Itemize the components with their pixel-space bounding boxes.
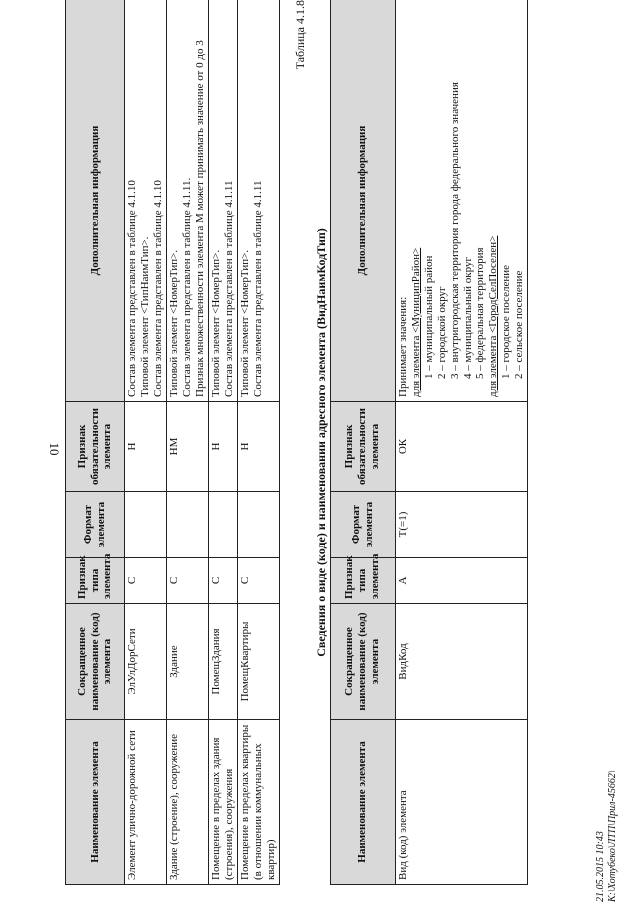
info-line: Типовой элемент <НомерТип>. [209, 249, 222, 397]
info-value: 1 – муниципальный район [422, 255, 435, 379]
cell-info [237, 0, 279, 402]
cell-format [125, 492, 167, 558]
cell-info [125, 0, 167, 402]
table-header-row [66, 0, 125, 885]
info-line: Состав элемента представлен в таблице 4.1.11 [251, 180, 264, 397]
table-address-elements [65, 0, 280, 885]
info-line: Типовой элемент <НомерТип>. [167, 249, 180, 397]
info-value: 4 – муниципальный округ [461, 256, 474, 379]
header-name: Наименование элемента [66, 720, 125, 885]
info-line: Состав элемента представлен в таблице 4.1.11 [222, 180, 235, 397]
cell-code: ПомещЗдания [208, 604, 237, 720]
cell-required: Н [237, 402, 279, 492]
header-info: Дополнительная информация [330, 0, 395, 402]
cell-type: А [395, 558, 528, 604]
table-row [208, 0, 237, 885]
cell-format: T(=1) [395, 492, 528, 558]
table-row [395, 0, 528, 885]
cell-name: Вид (код) элемента [395, 720, 528, 885]
info-line: Признак множественности элемента М может принимать значение от 0 до 3 [193, 40, 206, 397]
info-line: Состав элемента представлен в таблице 4.1.10 [151, 180, 164, 397]
info-line: Состав элемента представлен в таблице 4.1.11. [180, 177, 193, 397]
cell-info [166, 0, 208, 402]
cell-type: С [125, 558, 167, 604]
header-name: Наименование элемента [330, 720, 395, 885]
rotated-page-content [65, 0, 528, 885]
table-element-kind [330, 0, 529, 885]
header-type: Признак типа элемента [330, 558, 395, 604]
cell-required: ОК [395, 402, 528, 492]
cell-code: ПомещКвартиры [237, 604, 279, 720]
info-value: 2 – городской округ [435, 286, 448, 379]
cell-required: НМ [166, 402, 208, 492]
cell-name: Элемент улично-дорожной сети [125, 720, 167, 885]
header-required: Признак обязательности элемента [330, 402, 395, 492]
table-header-row [330, 0, 395, 885]
footer-date: 21.05.2015 10:43 [595, 831, 606, 902]
cell-name: Помещение в пределах квартиры (в отношении коммунальных квартир) [237, 720, 279, 885]
info-line: Состав элемента представлен в таблице 4.1.10 [126, 180, 138, 397]
header-type: Признак типа элемента [66, 558, 125, 604]
info-value: 2 – сельское поселение [513, 270, 526, 379]
cell-format [208, 492, 237, 558]
info-line: Типовой элемент <ТипНаимТип>. [138, 236, 151, 397]
header-code: Сокращенное наименование (код) элемента [330, 604, 395, 720]
cell-info [208, 0, 237, 402]
cell-type: С [166, 558, 208, 604]
info-value: 1 – городское поселение [500, 264, 513, 379]
header-info: Дополнительная информация [66, 0, 125, 402]
info-line: Типовой элемент <НомерТип>. [238, 249, 251, 397]
info-group-heading: для элемента <МуниципРайон> [409, 247, 422, 397]
cell-name: Помещение в пределах здания (строения), сооружения [208, 720, 237, 885]
header-code: Сокращенное наименование (код) элемента [66, 604, 125, 720]
info-group-heading: для элемента <ГородСелПоселен> [487, 235, 500, 397]
cell-code: ВидКод [395, 604, 528, 720]
cell-format [237, 492, 279, 558]
table-row [166, 0, 208, 885]
info-value: 5 – федеральная территория [474, 247, 487, 379]
header-required: Признак обязательности элемента [66, 402, 125, 492]
cell-type: С [237, 558, 279, 604]
table-title: Сведения о виде (коде) и наименовании адресного элемента (ВидНаимКодТип) [313, 228, 328, 657]
cell-format [166, 492, 208, 558]
cell-required: Н [125, 402, 167, 492]
header-format: Формат элемента [330, 492, 395, 558]
table-row [237, 0, 279, 885]
cell-code: Здание [166, 604, 208, 720]
table-row [125, 0, 167, 885]
cell-info [395, 0, 528, 402]
footer-path: К:\Хотубеко\ЛТП\Прил-45662\ [607, 770, 618, 902]
cell-type: С [208, 558, 237, 604]
cell-required: Н [208, 402, 237, 492]
header-format: Формат элемента [66, 492, 125, 558]
page-number: 10 [47, 442, 62, 456]
cell-code: ЭлУлДорСети [125, 604, 167, 720]
info-value: 3 – внутригородская территория города федерального значения [448, 82, 461, 379]
table-label: Таблица 4.1.8 [292, 0, 307, 70]
cell-name: Здание (строение), сооружение [166, 720, 208, 885]
info-intro: Принимает значения: [396, 296, 409, 397]
footer-note [595, 712, 619, 902]
